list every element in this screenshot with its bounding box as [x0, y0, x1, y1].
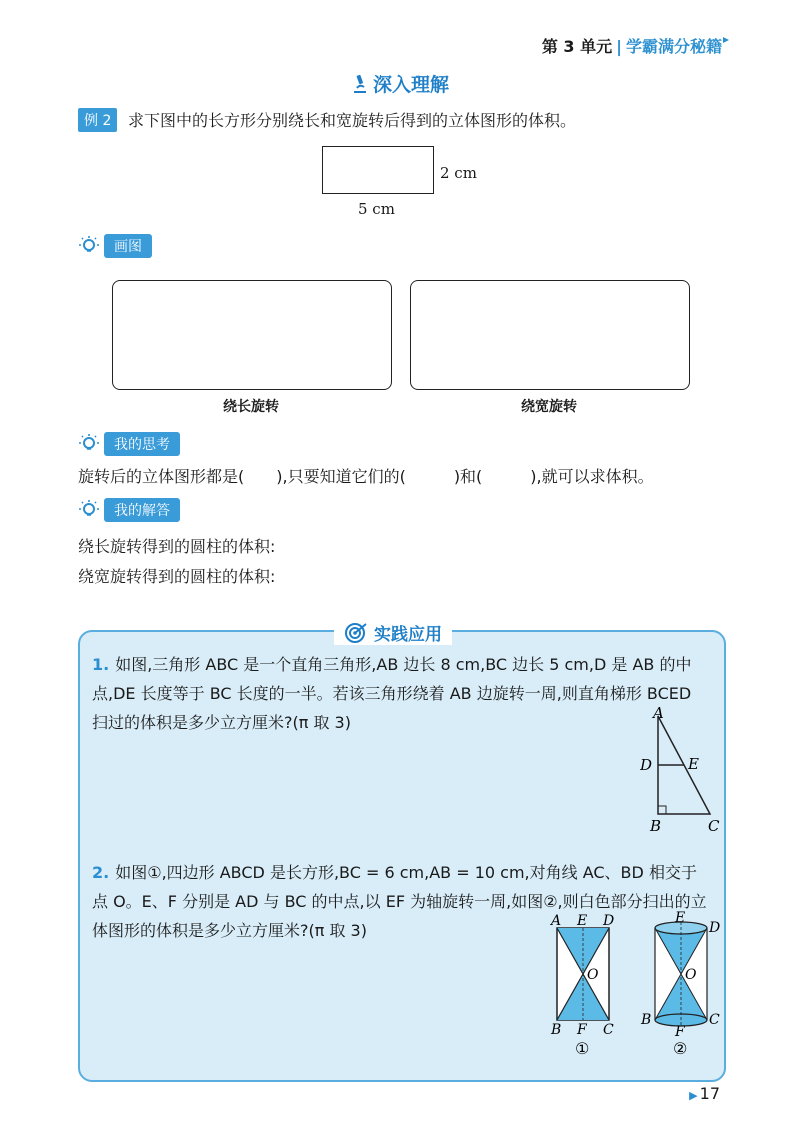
svg-text:F: F — [675, 1024, 685, 1040]
caption-wide: 绕宽旋转 — [521, 399, 577, 415]
svg-text:E: E — [577, 913, 588, 929]
section-title-text: 深入理解 — [372, 74, 449, 96]
svg-text:D: D — [709, 920, 721, 936]
svg-text:C: C — [603, 1022, 614, 1038]
answer-line-long: 绕长旋转得到的圆柱的体积: — [78, 537, 276, 556]
question-2-number: 2. — [92, 863, 110, 882]
svg-text:A: A — [551, 913, 562, 929]
rectangle-figure — [322, 146, 434, 194]
microscope-icon — [351, 74, 369, 94]
question-1 — [92, 650, 712, 737]
svg-text:C: C — [709, 1012, 720, 1028]
svg-text:O: O — [685, 967, 697, 983]
question-1-text: 如图,三角形 ABC 是一个直角三角形,AB 边长 8 cm,BC 边长 5 cm,D 是 AB 的中点,DE 长度等于 BC 长度的一半。若该三角形绕着 AB 边旋转一周,则直角梯形 BCED 扫过的体积是多少立方厘米?(π 取 3) — [92, 655, 692, 732]
triangle-figure — [640, 706, 730, 836]
lightbulb-icon — [78, 235, 100, 257]
target-icon — [344, 622, 368, 644]
label-A: A — [653, 706, 664, 722]
answer-tag — [78, 498, 180, 522]
svg-text:O: O — [587, 967, 599, 983]
answer-line-wide: 绕宽旋转得到的圆柱的体积: — [78, 567, 276, 586]
unit-label: 第 3 单元 — [541, 37, 613, 56]
width-label: 5 cm — [358, 200, 395, 218]
label-D: D — [640, 756, 653, 774]
lightbulb-icon — [78, 433, 100, 455]
question-1-number: 1. — [92, 655, 110, 674]
rectangle-rotation-figure — [545, 910, 725, 1060]
svg-text:F: F — [577, 1022, 587, 1038]
caption-long: 绕长旋转 — [223, 399, 279, 415]
drawing-box-long[interactable] — [112, 280, 392, 390]
page-number — [689, 1084, 720, 1103]
flag-icon — [722, 36, 730, 48]
thinking-tag — [78, 432, 180, 456]
svg-text:①: ① — [575, 1039, 590, 1058]
example-badge: 例 2 — [78, 108, 117, 132]
series-title: 学霸满分秘籍 — [625, 37, 722, 56]
question-2-text: 如图①,四边形 ABCD 是长方形,BC = 6 cm,AB = 10 cm,对角线 AC、BD 相交于点 O。E、F 分别是 AD 与 BC 的中点,以 EF 为轴旋转一周,如图②,则白色部分扫出的立体图形的体积是多少立方厘米?(π 取 3) — [92, 863, 707, 940]
arrow-icon: ▶ — [689, 1089, 698, 1102]
practice-title-text: 实践应用 — [374, 625, 442, 645]
section-title — [0, 70, 800, 97]
drawing-box-wide[interactable] — [410, 280, 690, 390]
svg-text:E: E — [675, 910, 686, 926]
thinking-tag-label: 我的思考 — [104, 432, 180, 456]
unit-header — [542, 34, 722, 57]
svg-text:D: D — [603, 913, 615, 929]
draw-tag-label: 画图 — [104, 234, 152, 258]
draw-tag — [78, 234, 152, 258]
header-separator: | — [616, 37, 622, 56]
svg-text:B: B — [551, 1022, 562, 1038]
answer-tag-label: 我的解答 — [104, 498, 180, 522]
svg-text:②: ② — [673, 1039, 688, 1058]
label-C: C — [708, 817, 720, 835]
lightbulb-icon — [78, 499, 100, 521]
example-prompt: 求下图中的长方形分别绕长和宽旋转后得到的立体图形的体积。 — [128, 111, 577, 130]
height-label: 2 cm — [440, 164, 477, 182]
page-number-value: 17 — [699, 1084, 720, 1103]
practice-title — [334, 620, 452, 645]
label-E: E — [688, 755, 699, 773]
thinking-fill-blank: 旋转后的立体图形都是( ),只要知道它们的( )和( ),就可以求体积。 — [78, 467, 654, 486]
svg-text:B: B — [641, 1012, 652, 1028]
label-B: B — [650, 817, 662, 835]
